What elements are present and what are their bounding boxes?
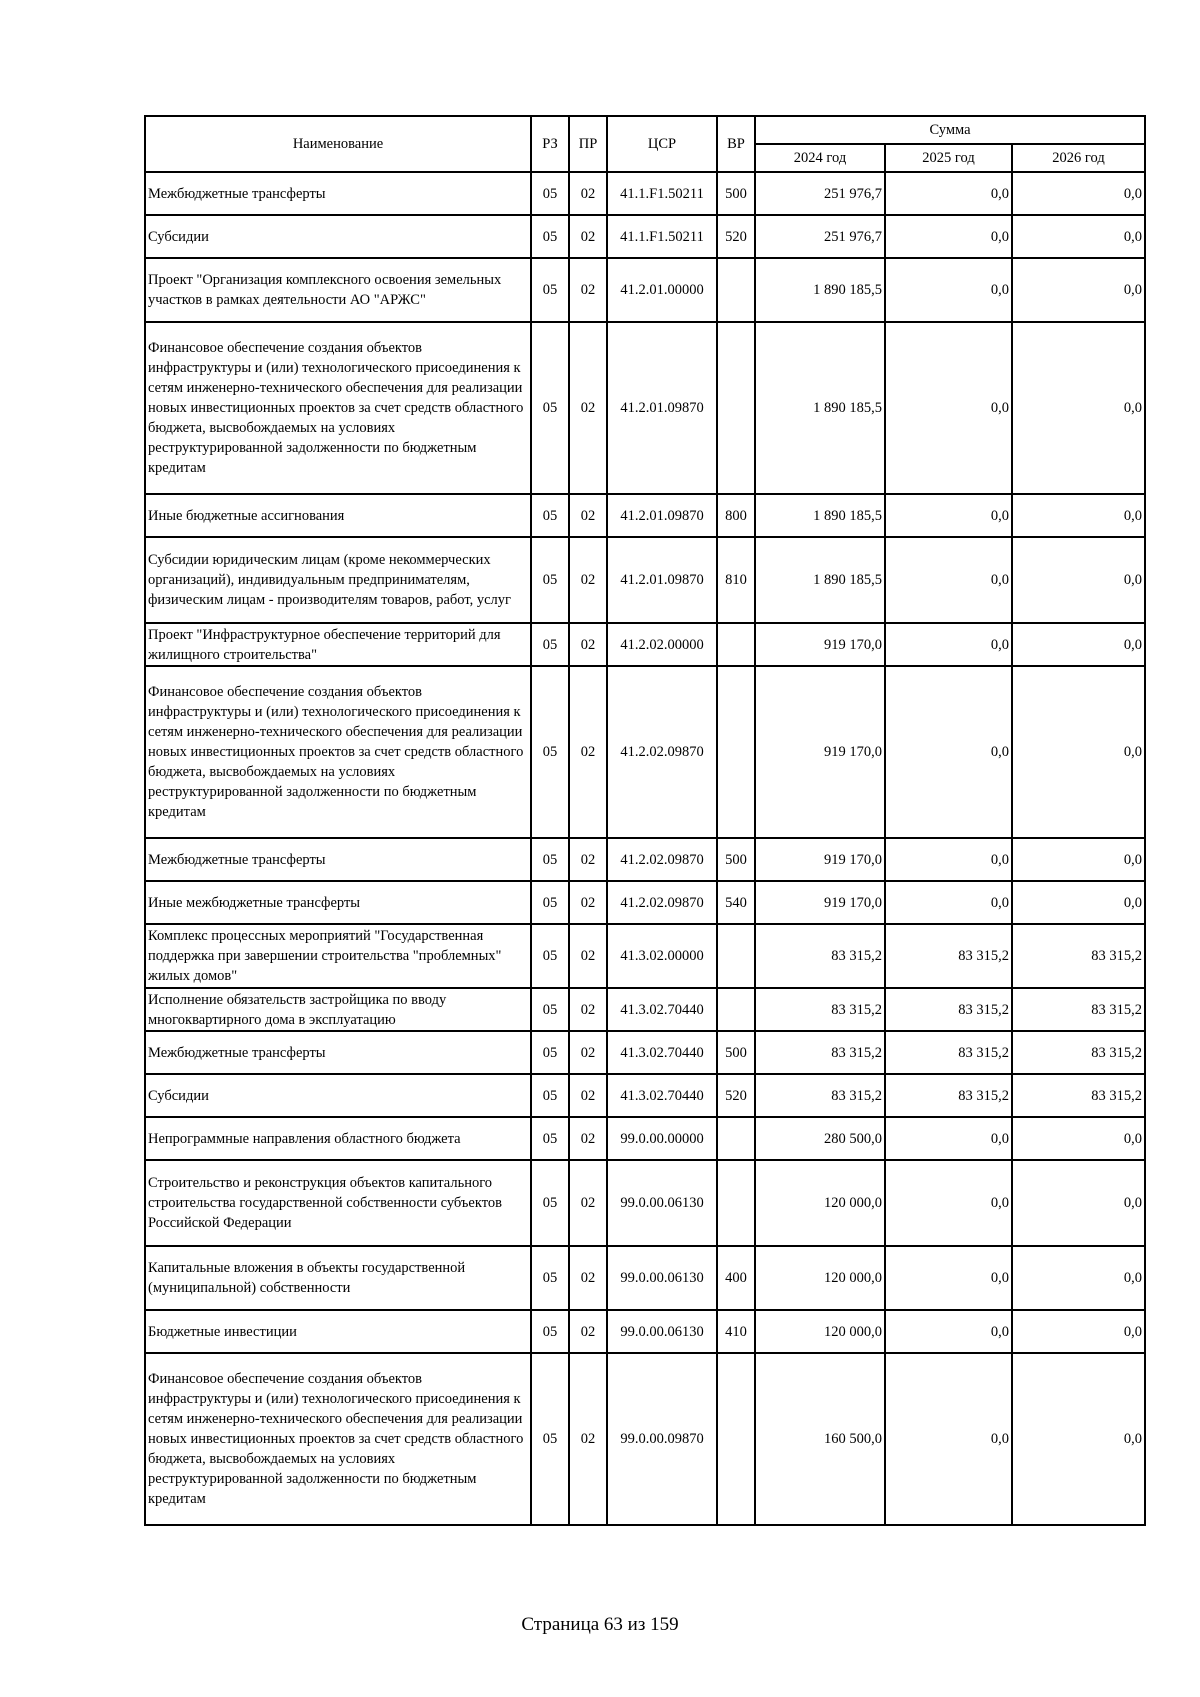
table-row <box>145 666 1145 838</box>
cell-sum-2026: 0,0 <box>1012 1353 1145 1525</box>
cell-vr: 400 <box>717 1246 755 1310</box>
cell-name: Исполнение обязательств застройщика по вводу многоквартирного дома в эксплуатацию <box>145 988 531 1031</box>
cell-name: Бюджетные инвестиции <box>145 1310 531 1353</box>
cell-csr: 41.2.02.00000 <box>607 623 717 666</box>
cell-pr: 02 <box>569 1074 607 1117</box>
cell-sum-2025: 0,0 <box>885 1117 1012 1160</box>
cell-name: Субсидии <box>145 1074 531 1117</box>
cell-pr: 02 <box>569 1310 607 1353</box>
cell-sum-2024: 1 890 185,5 <box>755 494 885 537</box>
table-row <box>145 623 1145 666</box>
cell-name: Межбюджетные трансферты <box>145 1031 531 1074</box>
cell-csr: 41.1.F1.50211 <box>607 215 717 258</box>
header-pr: ПР <box>569 116 607 172</box>
table-row <box>145 1246 1145 1310</box>
cell-pr: 02 <box>569 881 607 924</box>
cell-sum-2025: 83 315,2 <box>885 1031 1012 1074</box>
cell-sum-2025: 0,0 <box>885 1353 1012 1525</box>
cell-rz: 05 <box>531 537 569 623</box>
table-row <box>145 1031 1145 1074</box>
cell-sum-2024: 83 315,2 <box>755 1031 885 1074</box>
cell-sum-2024: 919 170,0 <box>755 666 885 838</box>
cell-sum-2025: 0,0 <box>885 215 1012 258</box>
cell-name: Комплекс процессных мероприятий "Государственная поддержка при завершении строительства "проблемных" жилых домов" <box>145 924 531 988</box>
cell-sum-2024: 83 315,2 <box>755 924 885 988</box>
cell-vr <box>717 1160 755 1246</box>
cell-rz: 05 <box>531 1310 569 1353</box>
cell-rz: 05 <box>531 881 569 924</box>
cell-sum-2024: 160 500,0 <box>755 1353 885 1525</box>
cell-pr: 02 <box>569 494 607 537</box>
cell-vr: 800 <box>717 494 755 537</box>
table-row <box>145 1160 1145 1246</box>
cell-sum-2026: 83 315,2 <box>1012 924 1145 988</box>
cell-vr: 520 <box>717 1074 755 1117</box>
cell-csr: 41.3.02.00000 <box>607 924 717 988</box>
cell-pr: 02 <box>569 1246 607 1310</box>
header-year-2025: 2025 год <box>885 144 1012 172</box>
cell-rz: 05 <box>531 1074 569 1117</box>
cell-sum-2026: 0,0 <box>1012 1246 1145 1310</box>
cell-vr: 810 <box>717 537 755 623</box>
cell-sum-2026: 0,0 <box>1012 1160 1145 1246</box>
cell-sum-2026: 83 315,2 <box>1012 1074 1145 1117</box>
budget-table <box>144 115 1146 1526</box>
header-vr: ВР <box>717 116 755 172</box>
cell-name: Иные межбюджетные трансферты <box>145 881 531 924</box>
cell-pr: 02 <box>569 1353 607 1525</box>
cell-name: Межбюджетные трансферты <box>145 838 531 881</box>
cell-rz: 05 <box>531 838 569 881</box>
cell-name: Строительство и реконструкция объектов капитального строительства государственной собственности субъектов Российской Федерации <box>145 1160 531 1246</box>
cell-rz: 05 <box>531 666 569 838</box>
cell-sum-2024: 120 000,0 <box>755 1246 885 1310</box>
cell-pr: 02 <box>569 1160 607 1246</box>
cell-rz: 05 <box>531 1160 569 1246</box>
cell-name: Субсидии <box>145 215 531 258</box>
cell-rz: 05 <box>531 215 569 258</box>
cell-sum-2025: 0,0 <box>885 666 1012 838</box>
cell-csr: 41.3.02.70440 <box>607 1031 717 1074</box>
cell-sum-2024: 251 976,7 <box>755 172 885 215</box>
cell-sum-2026: 0,0 <box>1012 881 1145 924</box>
table-row <box>145 258 1145 322</box>
cell-sum-2025: 0,0 <box>885 258 1012 322</box>
table-row <box>145 322 1145 494</box>
cell-sum-2024: 919 170,0 <box>755 838 885 881</box>
cell-sum-2026: 0,0 <box>1012 1310 1145 1353</box>
cell-rz: 05 <box>531 1117 569 1160</box>
cell-sum-2026: 0,0 <box>1012 215 1145 258</box>
cell-name: Финансовое обеспечение создания объектов инфраструктуры и (или) технологического присоединения к сетям инженерно-технического обеспечения для реализации новых инвестиционных проектов за счет средств областного бюджета, высвобождаемых на условиях реструктурированной задолженности по бюджетным кредитам <box>145 1353 531 1525</box>
table-row <box>145 537 1145 623</box>
cell-vr <box>717 623 755 666</box>
cell-pr: 02 <box>569 1117 607 1160</box>
cell-sum-2025: 0,0 <box>885 322 1012 494</box>
cell-pr: 02 <box>569 666 607 838</box>
cell-sum-2026: 0,0 <box>1012 172 1145 215</box>
cell-rz: 05 <box>531 172 569 215</box>
cell-csr: 41.2.01.09870 <box>607 322 717 494</box>
cell-pr: 02 <box>569 1031 607 1074</box>
cell-rz: 05 <box>531 322 569 494</box>
cell-rz: 05 <box>531 258 569 322</box>
cell-sum-2025: 0,0 <box>885 1160 1012 1246</box>
cell-pr: 02 <box>569 924 607 988</box>
cell-sum-2026: 0,0 <box>1012 537 1145 623</box>
cell-vr: 500 <box>717 1031 755 1074</box>
cell-name: Непрограммные направления областного бюджета <box>145 1117 531 1160</box>
cell-sum-2024: 83 315,2 <box>755 988 885 1031</box>
cell-name: Иные бюджетные ассигнования <box>145 494 531 537</box>
cell-csr: 41.2.02.09870 <box>607 881 717 924</box>
cell-csr: 99.0.00.00000 <box>607 1117 717 1160</box>
cell-rz: 05 <box>531 623 569 666</box>
table-row <box>145 838 1145 881</box>
cell-vr: 500 <box>717 172 755 215</box>
cell-sum-2024: 120 000,0 <box>755 1160 885 1246</box>
cell-pr: 02 <box>569 537 607 623</box>
header-csr: ЦСР <box>607 116 717 172</box>
cell-name: Финансовое обеспечение создания объектов инфраструктуры и (или) технологического присоединения к сетям инженерно-технического обеспечения для реализации новых инвестиционных проектов за счет средств областного бюджета, высвобождаемых на условиях реструктурированной задолженности по бюджетным кредитам <box>145 322 531 494</box>
header-year-2024: 2024 год <box>755 144 885 172</box>
cell-sum-2026: 0,0 <box>1012 322 1145 494</box>
cell-pr: 02 <box>569 322 607 494</box>
cell-sum-2025: 0,0 <box>885 623 1012 666</box>
table-row <box>145 924 1145 988</box>
cell-name: Проект "Инфраструктурное обеспечение территорий для жилищного строительства" <box>145 623 531 666</box>
header-year-2026: 2026 год <box>1012 144 1145 172</box>
cell-sum-2025: 0,0 <box>885 1246 1012 1310</box>
cell-sum-2025: 0,0 <box>885 537 1012 623</box>
cell-csr: 99.0.00.09870 <box>607 1353 717 1525</box>
cell-csr: 41.3.02.70440 <box>607 1074 717 1117</box>
cell-rz: 05 <box>531 1353 569 1525</box>
cell-sum-2024: 120 000,0 <box>755 1310 885 1353</box>
cell-csr: 41.2.01.09870 <box>607 537 717 623</box>
header-name: Наименование <box>145 116 531 172</box>
cell-csr: 41.2.02.09870 <box>607 666 717 838</box>
cell-sum-2025: 0,0 <box>885 172 1012 215</box>
cell-pr: 02 <box>569 172 607 215</box>
cell-sum-2024: 919 170,0 <box>755 623 885 666</box>
cell-sum-2026: 0,0 <box>1012 258 1145 322</box>
cell-name: Финансовое обеспечение создания объектов инфраструктуры и (или) технологического присоединения к сетям инженерно-технического обеспечения для реализации новых инвестиционных проектов за счет средств областного бюджета, высвобождаемых на условиях реструктурированной задолженности по бюджетным кредитам <box>145 666 531 838</box>
cell-sum-2026: 0,0 <box>1012 666 1145 838</box>
cell-vr <box>717 666 755 838</box>
cell-sum-2024: 1 890 185,5 <box>755 258 885 322</box>
cell-sum-2025: 0,0 <box>885 838 1012 881</box>
cell-pr: 02 <box>569 215 607 258</box>
cell-sum-2026: 0,0 <box>1012 1117 1145 1160</box>
table-row <box>145 1074 1145 1117</box>
cell-pr: 02 <box>569 623 607 666</box>
cell-pr: 02 <box>569 258 607 322</box>
cell-csr: 41.2.02.09870 <box>607 838 717 881</box>
table-row <box>145 172 1145 215</box>
cell-vr <box>717 988 755 1031</box>
cell-vr <box>717 924 755 988</box>
cell-name: Проект "Организация комплексного освоения земельных участков в рамках деятельности АО "АРЖС" <box>145 258 531 322</box>
cell-sum-2024: 1 890 185,5 <box>755 537 885 623</box>
cell-vr: 520 <box>717 215 755 258</box>
table-row <box>145 881 1145 924</box>
cell-rz: 05 <box>531 1031 569 1074</box>
cell-vr <box>717 322 755 494</box>
page-number: Страница 63 из 159 <box>521 1614 679 1635</box>
cell-pr: 02 <box>569 988 607 1031</box>
cell-csr: 41.2.01.00000 <box>607 258 717 322</box>
cell-csr: 99.0.00.06130 <box>607 1160 717 1246</box>
cell-sum-2025: 0,0 <box>885 494 1012 537</box>
cell-sum-2026: 0,0 <box>1012 838 1145 881</box>
cell-sum-2024: 251 976,7 <box>755 215 885 258</box>
cell-sum-2024: 280 500,0 <box>755 1117 885 1160</box>
cell-csr: 99.0.00.06130 <box>607 1310 717 1353</box>
cell-sum-2025: 83 315,2 <box>885 1074 1012 1117</box>
cell-sum-2026: 0,0 <box>1012 494 1145 537</box>
cell-name: Субсидии юридическим лицам (кроме некоммерческих организаций), индивидуальным предпринимателям, физическим лицам - производителям товаров, работ, услуг <box>145 537 531 623</box>
header-sum: Сумма <box>755 116 1145 144</box>
cell-sum-2026: 83 315,2 <box>1012 1031 1145 1074</box>
cell-vr <box>717 258 755 322</box>
cell-pr: 02 <box>569 838 607 881</box>
cell-vr <box>717 1353 755 1525</box>
cell-sum-2025: 83 315,2 <box>885 924 1012 988</box>
cell-sum-2026: 0,0 <box>1012 623 1145 666</box>
cell-vr <box>717 1117 755 1160</box>
table-row <box>145 1117 1145 1160</box>
cell-rz: 05 <box>531 988 569 1031</box>
cell-sum-2024: 919 170,0 <box>755 881 885 924</box>
cell-vr: 540 <box>717 881 755 924</box>
cell-csr: 41.3.02.70440 <box>607 988 717 1031</box>
cell-rz: 05 <box>531 494 569 537</box>
table-row <box>145 215 1145 258</box>
cell-sum-2025: 83 315,2 <box>885 988 1012 1031</box>
cell-sum-2026: 83 315,2 <box>1012 988 1145 1031</box>
cell-csr: 41.2.01.09870 <box>607 494 717 537</box>
cell-name: Межбюджетные трансферты <box>145 172 531 215</box>
cell-vr: 410 <box>717 1310 755 1353</box>
cell-rz: 05 <box>531 924 569 988</box>
cell-sum-2025: 0,0 <box>885 1310 1012 1353</box>
cell-csr: 41.1.F1.50211 <box>607 172 717 215</box>
cell-vr: 500 <box>717 838 755 881</box>
cell-rz: 05 <box>531 1246 569 1310</box>
table-row <box>145 494 1145 537</box>
cell-name: Капитальные вложения в объекты государственной (муниципальной) собственности <box>145 1246 531 1310</box>
table-row <box>145 1353 1145 1525</box>
cell-csr: 99.0.00.06130 <box>607 1246 717 1310</box>
cell-sum-2024: 1 890 185,5 <box>755 322 885 494</box>
table-row <box>145 1310 1145 1353</box>
table-row <box>145 988 1145 1031</box>
cell-sum-2024: 83 315,2 <box>755 1074 885 1117</box>
cell-sum-2025: 0,0 <box>885 881 1012 924</box>
header-rz: РЗ <box>531 116 569 172</box>
